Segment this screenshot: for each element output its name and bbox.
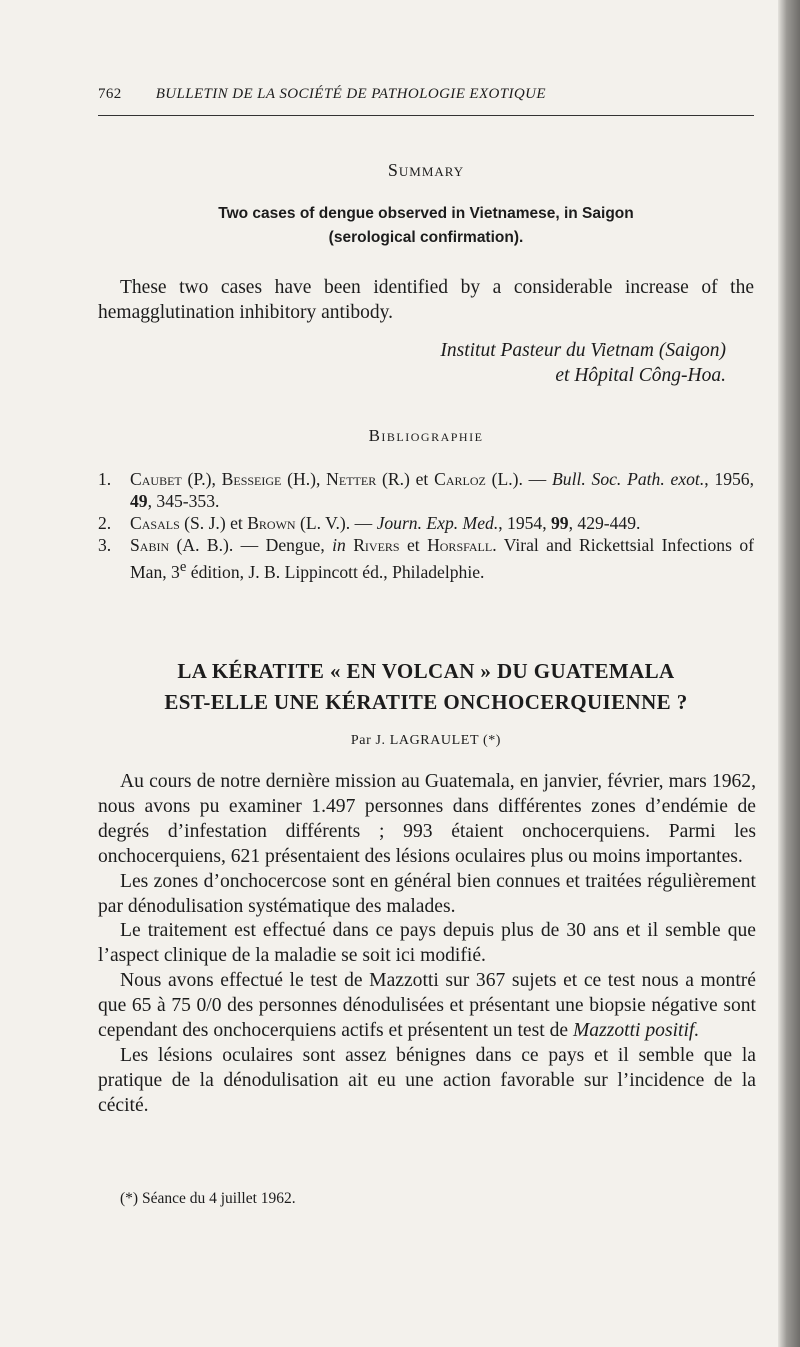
ref-superscript: e (179, 559, 187, 575)
ref-journal: Bull. Soc. Path. exot. (552, 469, 705, 489)
ref-author: Besseige (221, 469, 282, 489)
ref-author: Netter (326, 469, 377, 489)
ref-year: , 1956, (704, 469, 754, 489)
ref-fragment: in (332, 535, 346, 555)
article-title-line1: LA KÉRATITE « EN VOLCAN » DU GUATEMALA (177, 659, 675, 683)
summary-paragraph: These two cases have been identified by a considerable increase of the hemagglutination inhibitory antibody. (98, 277, 754, 323)
affiliation (98, 338, 726, 388)
ref-fragment: (H.), (281, 469, 327, 489)
bibliography-heading: Bibliographie (368, 426, 484, 445)
article-paragraph: Au cours de notre dernière mission au Guatemala, en janvier, février, mars 1962, nous avons pu examiner 1.497 personnes dans différentes zones d’endémie de degrés d’infestation différents ; 993 étaient onchocerquiens. Parmi les onchocerquiens, 621 présentaient des lésions oculaires plus ou moins importantes. (98, 771, 756, 867)
summary-heading: Summary (387, 160, 465, 180)
reference-list (98, 468, 754, 583)
reference-number: 3. (98, 535, 112, 555)
reference-number: 2. (98, 513, 112, 533)
summary-title (98, 202, 754, 250)
journal-title: BULLETIN DE LA SOCIÉTÉ DE PATHOLOGIE EXOTIQUE (155, 86, 546, 102)
ref-volume: 49 (130, 491, 148, 511)
ref-fragment: et (399, 535, 428, 555)
ref-fragment: (R.) et (376, 469, 435, 489)
page-number: 762 (98, 86, 122, 102)
ref-author: Carloz (434, 469, 486, 489)
ref-fragment: (L. V.). — (295, 513, 377, 533)
paragraph-text: Nous avons effectué le test de Mazzotti sur 367 sujets et ce test nous a montré que 65 à 75 0/0 des personnes dénodulisées et présentant une biopsie négative sont cependant des onchocerquiens actifs et présentent un test de (98, 970, 756, 1042)
reference-text (130, 534, 754, 583)
summary-title-line1: Two cases of dengue observed in Vietnamese, in Saigon (218, 205, 634, 222)
article-title (98, 656, 754, 718)
ref-fragment: . Viral and Rickettsial Infections of Man, 3 (130, 535, 754, 582)
summary-title-line2: (serological confirmation). (328, 229, 524, 246)
ref-fragment: (P.), (181, 469, 222, 489)
ref-author: Sabin (130, 535, 170, 555)
ref-fragment: (L.). — (485, 469, 553, 489)
article-body (98, 770, 756, 1119)
running-header (98, 86, 754, 103)
affiliation-line1: Institut Pasteur du Vietnam (Saigon) (440, 340, 726, 361)
ref-pages: , 429-449. (568, 513, 641, 533)
paragraph-italic: Mazzotti positif. (572, 1020, 700, 1042)
article-paragraph: Le traitement est effectué dans ce pays depuis plus de 30 ans et il semble que l’aspect clinique de la maladie se soit ici modifié. (98, 920, 756, 967)
article-paragraph: Les zones d’onchocercose sont en général bien connues et traitées régulièrement par dénodulisation systématique des malades. (98, 870, 756, 917)
article-paragraph: Les lésions oculaires sont assez bénignes dans ce pays et il semble que la pratique de la dénodulisation ait eu une action favorable sur l’incidence de la cécité. (98, 1044, 756, 1116)
ref-author: Caubet (130, 469, 182, 489)
affiliation-line2: et Hôpital Công-Hoa. (555, 365, 726, 386)
ref-fragment: (S. J.) et (179, 513, 248, 533)
ref-author: Horsfall (427, 535, 493, 555)
ref-journal: Journ. Exp. Med. (376, 513, 499, 533)
ref-fragment: édition, J. B. Lippincott éd., Philadelphie. (186, 561, 485, 582)
header-rule (98, 115, 754, 116)
ref-pages: , 345-353. (147, 491, 220, 511)
ref-year: , 1954, (498, 513, 551, 533)
reference-item (98, 534, 754, 583)
reference-text (130, 512, 754, 534)
reference-item (98, 512, 754, 534)
article-title-line2: EST-ELLE UNE KÉRATITE ONCHOCERQUIENNE ? (164, 690, 688, 714)
reference-number: 1. (98, 469, 112, 489)
ref-author: Rivers (353, 535, 400, 555)
ref-volume: 99 (551, 513, 569, 533)
byline: Par J. LAGRAULET (*) (350, 733, 502, 748)
footnote: (*) Séance du 4 juillet 1962. (120, 1190, 296, 1207)
page-edge-shadow (778, 0, 800, 1347)
ref-fragment: (A. B.). — Dengue, (169, 535, 333, 555)
reference-text (130, 468, 754, 512)
article-paragraph (98, 969, 756, 1044)
reference-item (98, 468, 754, 512)
ref-author: Casals (130, 513, 180, 533)
ref-author: Brown (247, 513, 296, 533)
summary-text (98, 275, 754, 325)
